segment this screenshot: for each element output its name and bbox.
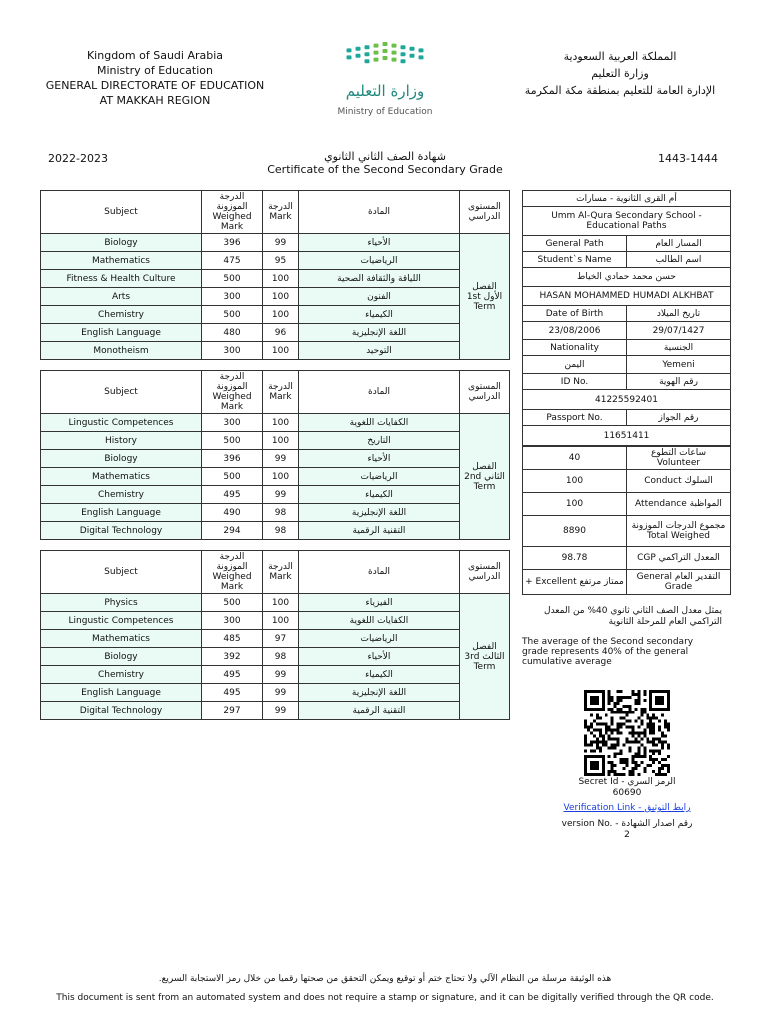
term-label: الفصل الثاني 2nd Term <box>460 414 510 540</box>
subject-name: Arts <box>41 288 202 306</box>
nationality-label-ar: الجنسية <box>627 340 731 356</box>
table-row <box>41 432 510 450</box>
passport-label-en: Passport No. <box>523 410 627 426</box>
mark-header: الدرجة Mark <box>263 191 299 234</box>
term-label: الفصل الثالث 3rd Term <box>460 594 510 720</box>
kingdom-label-ar: المملكة العربية السعودية <box>563 50 677 63</box>
kingdom-label: Kingdom of Saudi Arabia <box>86 49 224 62</box>
subject-ar-header: المادة <box>299 551 460 594</box>
mark: 99 <box>263 702 299 720</box>
subject-name: Monotheism <box>41 342 202 360</box>
header-english <box>40 48 270 108</box>
nationality-label-en: Nationality <box>523 340 627 356</box>
footer-arabic: هذه الوثيقة مرسلة من النظام الآلي ولا تحتاج ختم أو توقيع ويمكن التحقق من صحتها رقميا من خلال رمز الاستجابة السريع. <box>158 974 612 984</box>
table-row <box>41 468 510 486</box>
path-value-en: General Path <box>523 236 627 252</box>
header-arabic <box>505 48 735 99</box>
path-value-ar: المسار العام <box>627 236 731 252</box>
mark: 96 <box>263 324 299 342</box>
weighed-mark: 500 <box>202 432 263 450</box>
subject-name: English Language <box>41 684 202 702</box>
table-row <box>41 486 510 504</box>
summary-table <box>522 446 731 595</box>
subject-name: Digital Technology <box>41 702 202 720</box>
mark: 100 <box>263 432 299 450</box>
table-row <box>41 702 510 720</box>
mark: 100 <box>263 612 299 630</box>
passport-value: 11651411 <box>523 426 731 446</box>
subject-name-ar: الكيمياء <box>299 666 460 684</box>
summary-value: 100 <box>523 493 627 516</box>
level-header: المستوى الدراسي <box>460 551 510 594</box>
mark: 99 <box>263 684 299 702</box>
weighed-mark: 396 <box>202 450 263 468</box>
table-row <box>41 450 510 468</box>
mark-header: الدرجة Mark <box>263 371 299 414</box>
subject-name: Biology <box>41 450 202 468</box>
level-header: المستوى الدراسي <box>460 191 510 234</box>
grades-table-term-3 <box>40 550 510 720</box>
dob-label-ar: تاريخ الميلاد <box>627 306 731 322</box>
mark: 100 <box>263 306 299 324</box>
student-name-en: HASAN MOHAMMED HUMADI ALKHBAT <box>523 287 731 306</box>
weighed-mark: 396 <box>202 234 263 252</box>
subject-name-ar: التقنية الرقمية <box>299 522 460 540</box>
subject-name: Chemistry <box>41 486 202 504</box>
subject-name-ar: الكيمياء <box>299 306 460 324</box>
subject-name-ar: الفنون <box>299 288 460 306</box>
id-value: 41225592401 <box>523 390 731 410</box>
weighed-mark: 490 <box>202 504 263 522</box>
summary-row <box>523 470 731 493</box>
mark: 98 <box>263 504 299 522</box>
nationality-ar: اليمن <box>523 356 627 374</box>
directorate-label-ar: الإدارة العامة للتعليم بمنطقة مكة المكرمة <box>524 84 716 97</box>
secret-id-value: 60690 <box>612 788 642 798</box>
subject-name: Biology <box>41 234 202 252</box>
subject-name-ar: الفيزياء <box>299 594 460 612</box>
subject-name-ar: اللغة الإنجليزية <box>299 684 460 702</box>
mark: 100 <box>263 594 299 612</box>
mark: 99 <box>263 234 299 252</box>
directorate-label: GENERAL DIRECTORATE OF EDUCATION AT MAKKAH REGION <box>45 79 265 107</box>
footer-english: This document is sent from an automated system and does not require a stamp or signature, and it can be digitally verified through the QR code. <box>56 993 714 1003</box>
summary-label: ساعات التطوع Volunteer <box>627 447 731 470</box>
ministry-label: Ministry of Education <box>96 64 213 77</box>
subject-name-ar: الكيمياء <box>299 486 460 504</box>
passport-label-ar: رقم الجواز <box>627 410 731 426</box>
subject-name: Physics <box>41 594 202 612</box>
table-row <box>41 270 510 288</box>
gregorian-year: 2022-2023 <box>48 152 108 165</box>
qr-code-icon <box>584 690 670 776</box>
subject-name-ar: التوحيد <box>299 342 460 360</box>
mark: 98 <box>263 648 299 666</box>
weighed-mark: 485 <box>202 630 263 648</box>
mark: 100 <box>263 270 299 288</box>
certificate-title-en: Certificate of the Second Secondary Grade <box>267 163 503 176</box>
weighed-mark-header: الدرجة الموزونة Weighed Mark <box>202 371 263 414</box>
subject-name-ar: اللغة الإنجليزية <box>299 324 460 342</box>
mark: 100 <box>263 288 299 306</box>
qr-code[interactable] <box>584 690 670 776</box>
verification-link[interactable]: Verification Link - رابط التوثيق <box>563 803 691 813</box>
table-row <box>41 594 510 612</box>
weighed-mark: 300 <box>202 612 263 630</box>
summary-row <box>523 516 731 547</box>
subject-header: Subject <box>41 191 202 234</box>
summary-label: المواظبة Attendance <box>627 493 731 516</box>
summary-value: 40 <box>523 447 627 470</box>
summary-label: مجموع الدرجات الموزونة Total Weighed <box>627 516 731 547</box>
weighed-mark: 392 <box>202 648 263 666</box>
table-row <box>41 324 510 342</box>
logo-english-text: Ministry of Education <box>337 107 433 117</box>
table-row <box>41 504 510 522</box>
summary-row <box>523 570 731 595</box>
subject-name-ar: الرياضيات <box>299 252 460 270</box>
summary-row <box>523 493 731 516</box>
subject-name-ar: اللغة الإنجليزية <box>299 504 460 522</box>
ministry-logo <box>330 34 440 124</box>
summary-row <box>523 547 731 570</box>
logo-arabic-text: وزارة التعليم <box>345 82 425 100</box>
weighed-mark: 500 <box>202 306 263 324</box>
table-row <box>41 522 510 540</box>
subject-name: Chemistry <box>41 306 202 324</box>
subject-name: Digital Technology <box>41 522 202 540</box>
weighed-mark: 500 <box>202 270 263 288</box>
mark: 99 <box>263 666 299 684</box>
table-row <box>41 612 510 630</box>
summary-value: ممتاز مرتفع Excellent + <box>523 570 627 595</box>
student-name-ar: حسن محمد حمادي الخياط <box>523 268 731 287</box>
subject-ar-header: المادة <box>299 191 460 234</box>
school-name-ar: أم القرى الثانوية - مسارات <box>523 191 731 207</box>
subject-name: English Language <box>41 324 202 342</box>
summary-label: التقدير العام General Grade <box>627 570 731 595</box>
summary-value: 98.78 <box>523 547 627 570</box>
subject-name-ar: الكفايات اللغوية <box>299 414 460 432</box>
mark: 98 <box>263 522 299 540</box>
weighed-mark: 495 <box>202 486 263 504</box>
ministry-logo-icon <box>330 34 440 124</box>
dob-label-en: Date of Birth <box>523 306 627 322</box>
subject-name-ar: الأحياء <box>299 450 460 468</box>
subject-name: Fitness & Health Culture <box>41 270 202 288</box>
weighed-mark: 300 <box>202 414 263 432</box>
version-label: version No. - رقم اصدار الشهادة <box>561 819 693 829</box>
subject-name-ar: الأحياء <box>299 648 460 666</box>
table-row <box>41 630 510 648</box>
subject-name: Chemistry <box>41 666 202 684</box>
grades-table-term-2 <box>40 370 510 540</box>
note-arabic: يمثل معدل الصف الثاني ثانوي 40% من المعدل التراكمي العام للمرحلة الثانوية <box>544 606 722 627</box>
weighed-mark-header: الدرجة الموزونة Weighed Mark <box>202 551 263 594</box>
subject-name: Mathematics <box>41 630 202 648</box>
subject-name: Mathematics <box>41 468 202 486</box>
weighed-mark: 480 <box>202 324 263 342</box>
summary-row <box>523 447 731 470</box>
nationality-en: Yemeni <box>627 356 731 374</box>
version-block <box>522 819 732 841</box>
student-info-table <box>522 190 731 446</box>
certificate-title-ar: شهادة الصف الثاني الثانوي <box>324 150 446 163</box>
mark: 95 <box>263 252 299 270</box>
weighed-mark-header: الدرجة الموزونة Weighed Mark <box>202 191 263 234</box>
summary-label: السلوك Conduct <box>627 470 731 493</box>
weighed-mark: 300 <box>202 342 263 360</box>
table-row <box>41 234 510 252</box>
mark: 100 <box>263 468 299 486</box>
weighed-mark: 297 <box>202 702 263 720</box>
weighed-mark: 294 <box>202 522 263 540</box>
table-row <box>41 306 510 324</box>
subject-name-ar: التقنية الرقمية <box>299 702 460 720</box>
id-label-en: ID No. <box>523 374 627 390</box>
subject-ar-header: المادة <box>299 371 460 414</box>
secret-id-label: Secret Id - الرمز السري <box>578 777 676 787</box>
weighed-mark: 500 <box>202 468 263 486</box>
mark: 100 <box>263 414 299 432</box>
table-row <box>41 288 510 306</box>
subject-name: Lingustic Competences <box>41 612 202 630</box>
weighed-mark: 300 <box>202 288 263 306</box>
note-english: The average of the Second secondary grade represents 40% of the general cumulative average <box>522 637 694 667</box>
certificate-title <box>240 150 530 176</box>
subject-name-ar: الأحياء <box>299 234 460 252</box>
version-value: 2 <box>624 830 630 840</box>
mark: 100 <box>263 342 299 360</box>
summary-value: 100 <box>523 470 627 493</box>
subject-name: History <box>41 432 202 450</box>
table-row <box>41 342 510 360</box>
subject-name-ar: اللياقة والثقافة الصحية <box>299 270 460 288</box>
table-row <box>41 414 510 432</box>
id-label-ar: رقم الهوية <box>627 374 731 390</box>
subject-name-ar: الرياضيات <box>299 630 460 648</box>
dob-gregorian: 23/08/2006 <box>523 322 627 340</box>
ministry-label-ar: وزارة التعليم <box>591 67 649 80</box>
table-row <box>41 684 510 702</box>
subject-name-ar: الكفايات اللغوية <box>299 612 460 630</box>
mark: 97 <box>263 630 299 648</box>
subject-name-ar: التاريخ <box>299 432 460 450</box>
subject-name: Lingustic Competences <box>41 414 202 432</box>
table-row <box>41 666 510 684</box>
weighed-mark: 475 <box>202 252 263 270</box>
level-header: المستوى الدراسي <box>460 371 510 414</box>
subject-name: Mathematics <box>41 252 202 270</box>
student-name-label-ar: اسم الطالب <box>627 252 731 268</box>
subject-name: Biology <box>41 648 202 666</box>
weighed-mark: 500 <box>202 594 263 612</box>
weighed-mark: 495 <box>202 666 263 684</box>
table-row <box>41 648 510 666</box>
student-name-label-en: Student`s Name <box>523 252 627 268</box>
subject-name: English Language <box>41 504 202 522</box>
subject-header: Subject <box>41 551 202 594</box>
mark-header: الدرجة Mark <box>263 551 299 594</box>
hijri-year: 1443-1444 <box>658 152 718 165</box>
summary-label: المعدل التراكمي CGP <box>627 547 731 570</box>
subject-name-ar: الرياضيات <box>299 468 460 486</box>
subject-header: Subject <box>41 371 202 414</box>
summary-value: 8890 <box>523 516 627 547</box>
school-name-en: Umm Al-Qura Secondary School - Educational Paths <box>523 207 731 236</box>
mark: 99 <box>263 450 299 468</box>
secret-id-block <box>522 777 732 799</box>
dob-hijri: 29/07/1427 <box>627 322 731 340</box>
term-label: الفصل الأول 1st Term <box>460 234 510 360</box>
mark: 99 <box>263 486 299 504</box>
weighed-mark: 495 <box>202 684 263 702</box>
grades-table-term-1 <box>40 190 510 360</box>
table-row <box>41 252 510 270</box>
